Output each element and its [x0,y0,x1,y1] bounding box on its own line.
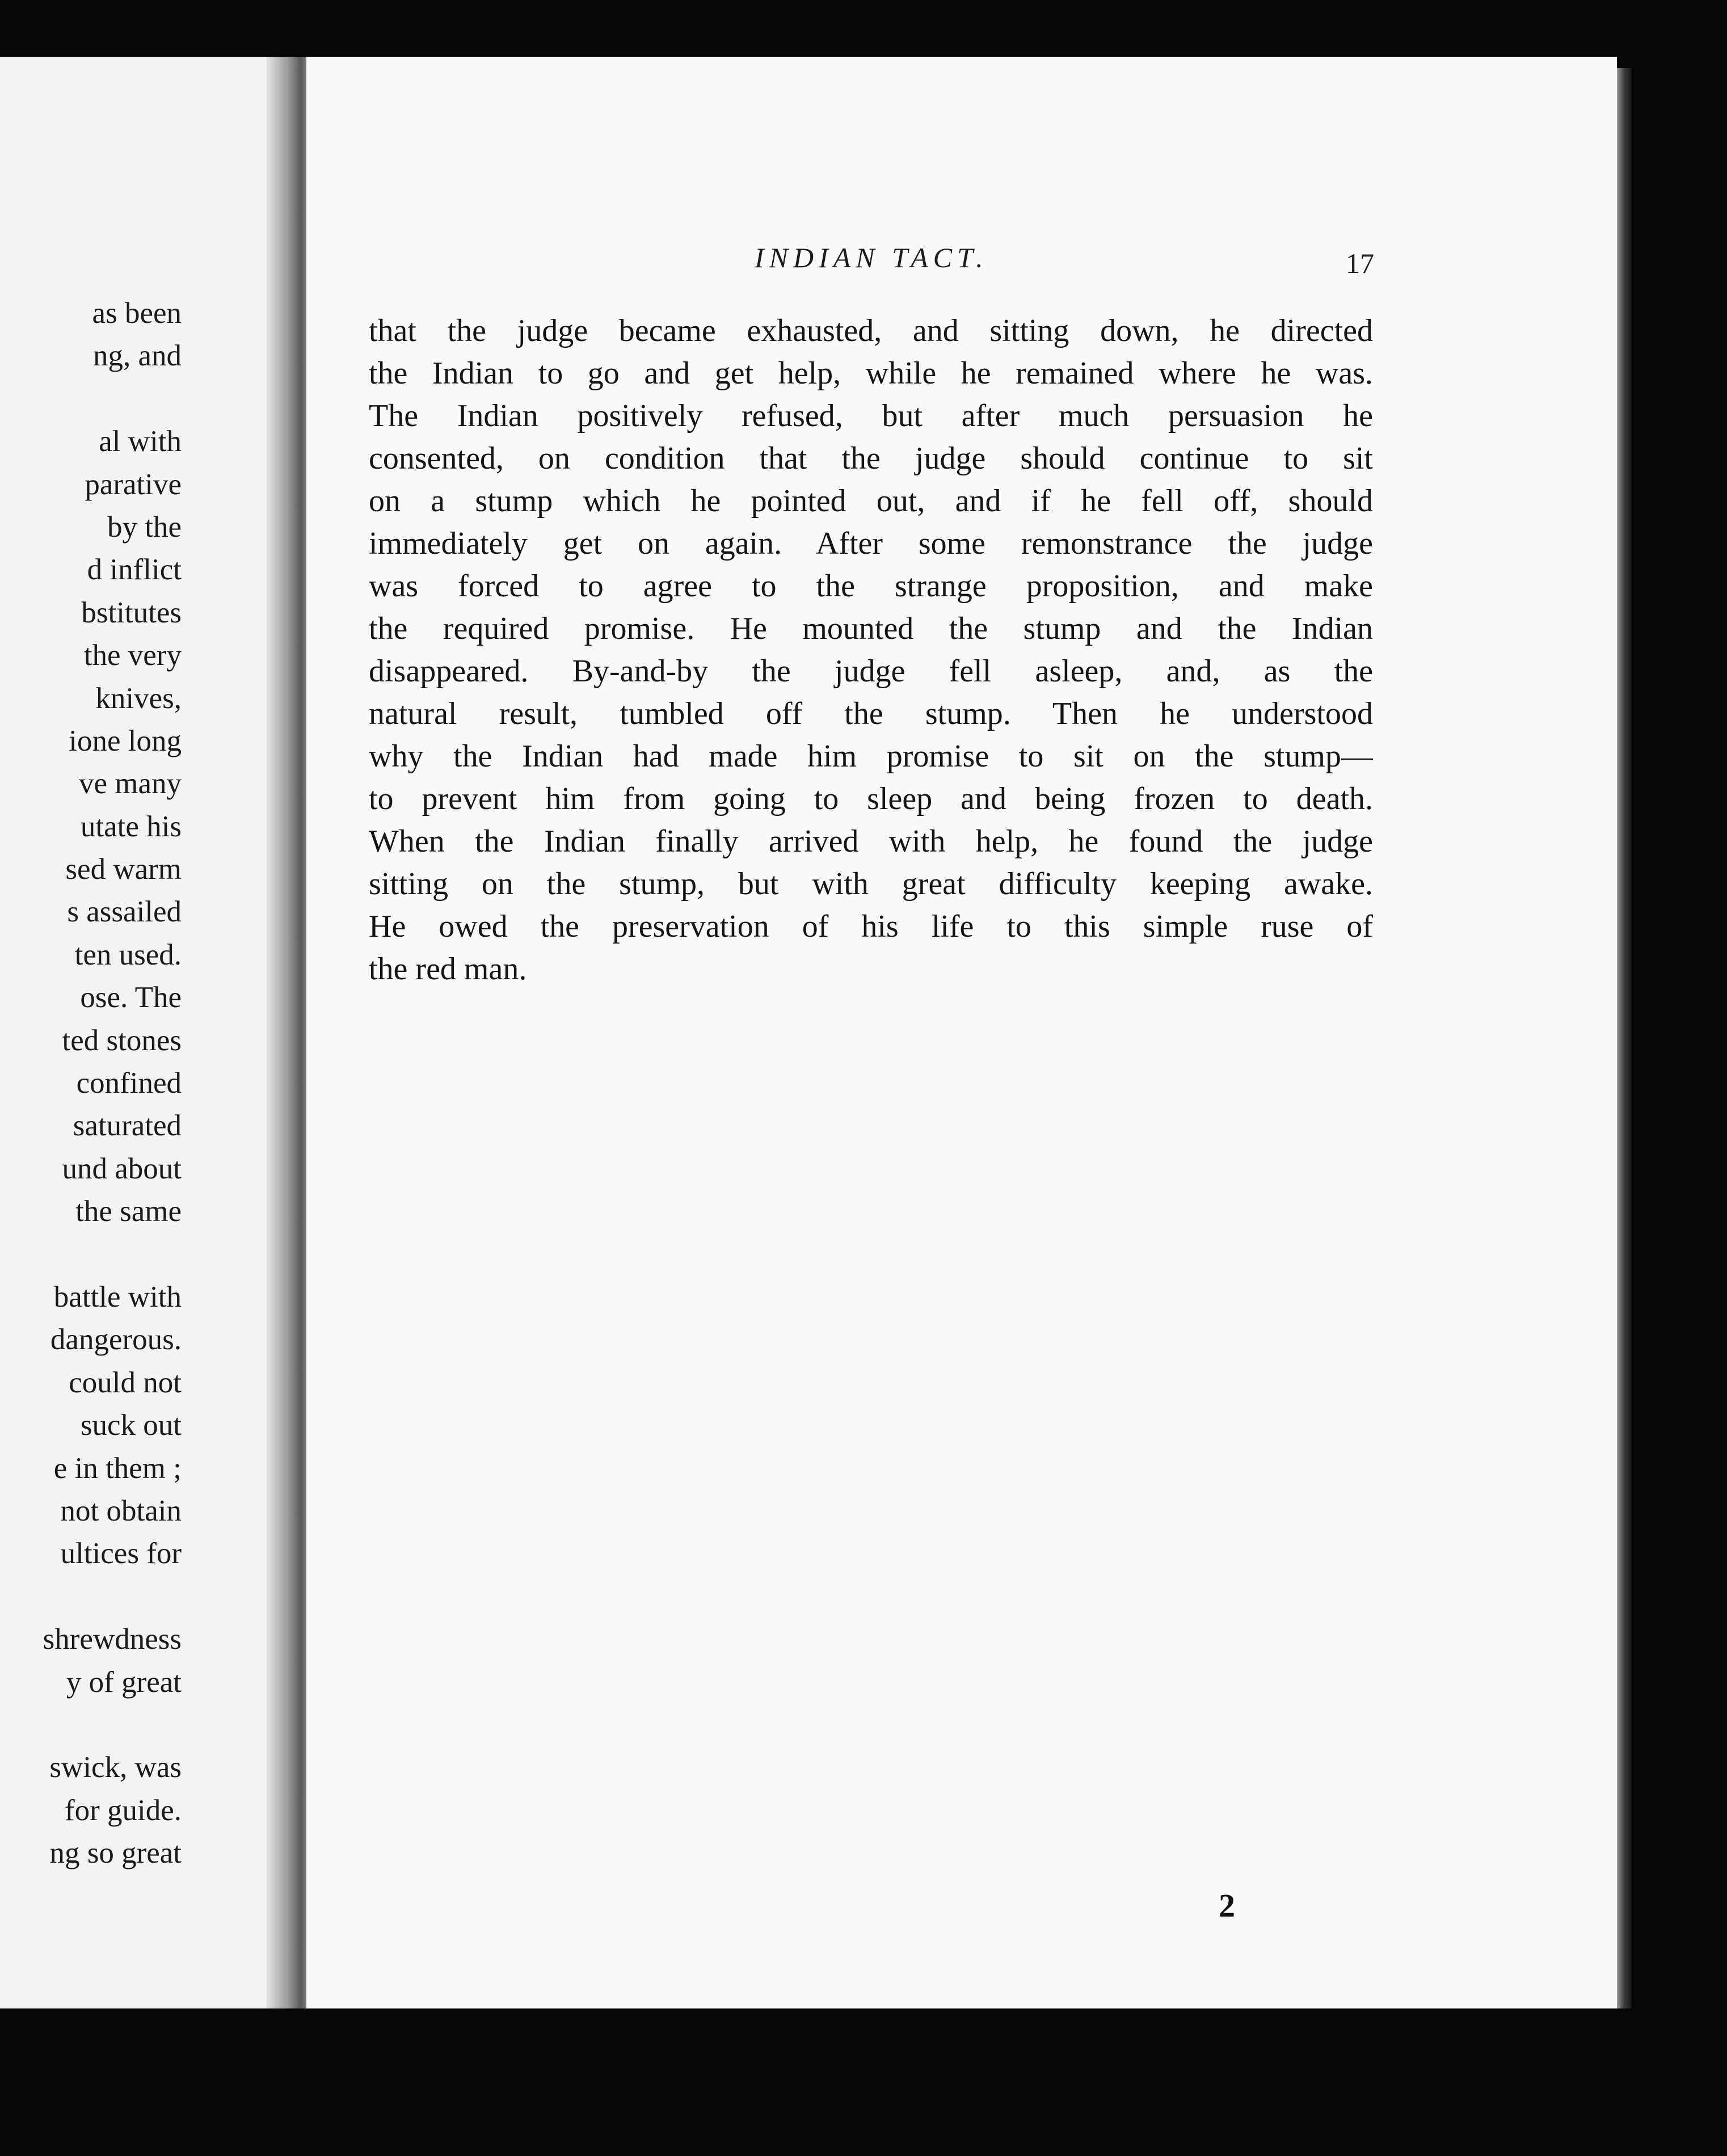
left-text-line: ted stones [62,1024,182,1057]
body-text-line: the red man. [369,951,527,987]
body-text-line: When the Indian finally arrived with help, he found the judge [369,824,1373,859]
left-text-line: ng, and [92,339,182,373]
left-text-line [0,1233,182,1276]
left-text-line: shrewdness [43,1623,182,1656]
left-text-line: could not [69,1366,182,1399]
left-text-line: battle with [53,1280,182,1313]
left-text-line: saturated [73,1109,182,1143]
left-text-line: parative [85,468,182,501]
left-text-line [0,1576,182,1618]
left-text-line: s assailed [67,895,182,929]
page-edge-shadow [1617,68,1632,2008]
body-text-line: sitting on the stump, but with great difficulty keeping awake. [369,866,1373,902]
left-text-line: dangerous. [50,1323,182,1357]
left-text-line: ve many [78,767,182,801]
left-text-line: bstitutes [81,596,182,629]
left-text-line: utate his [80,810,182,843]
body-text-line: consented, on condition that the judge should continue to sit [369,441,1373,476]
body-text-line: the required promise. He mounted the stump and the Indian [369,611,1373,646]
left-text-line: ose. The [80,981,182,1014]
left-text-line: al with [99,425,182,458]
left-text-line: d inflict [87,553,182,587]
running-header: INDIAN TACT. [755,242,988,273]
left-text-line: confined [76,1067,182,1100]
left-text-line: ten used. [74,938,182,971]
left-text-line: by the [107,510,182,544]
left-text-line: e in them ; [53,1451,182,1485]
body-text-line: immediately get on again. After some remonstrance the judge [369,526,1373,561]
left-page-text [0,292,182,1875]
left-text-line: for guide. [64,1793,182,1827]
left-text-line: knives, [95,681,182,715]
body-text-line: The Indian positively refused, but after much persuasion he [369,398,1373,433]
left-text-line: the very [83,639,182,672]
left-text-line: swick, was [49,1751,182,1784]
body-text-line: was forced to agree to the strange proposition, and make [369,569,1373,604]
left-text-line: not obtain [60,1494,182,1527]
left-text-line: und about [62,1152,182,1185]
left-text-line: suck out [80,1409,182,1442]
signature-mark: 2 [1219,1887,1235,1924]
body-text-line: the Indian to go and get help, while he remained where he was. [369,356,1373,391]
body-text-line: natural result, tumbled off the stump. Then he understood [369,696,1373,731]
left-text-line: the same [75,1195,182,1228]
body-text-line: He owed the preservation of his life to this simple ruse of [369,909,1373,944]
left-text-line: as been [92,297,182,330]
left-text-line [0,1704,182,1746]
body-text-line: to prevent him from going to sleep and being frozen to death. [369,781,1373,816]
body-text-line: on a stump which he pointed out, and if he fell off, should [369,483,1373,519]
body-text-line: that the judge became exhausted, and sitting down, he directed [369,313,1373,348]
body-text [369,310,1373,991]
left-text-line: ione long [69,724,182,757]
left-text-line: sed warm [65,853,182,886]
body-text-line: why the Indian had made him promise to sit on the stump— [369,739,1373,774]
page-number: 17 [1346,247,1374,279]
left-text-line: ng so great [49,1837,182,1870]
left-text-line [0,378,182,420]
left-text-line: ultices for [60,1537,182,1570]
left-text-line: y of great [66,1665,182,1699]
body-text-line: disappeared. By-and-by the judge fell asleep, and, as the [369,654,1373,689]
